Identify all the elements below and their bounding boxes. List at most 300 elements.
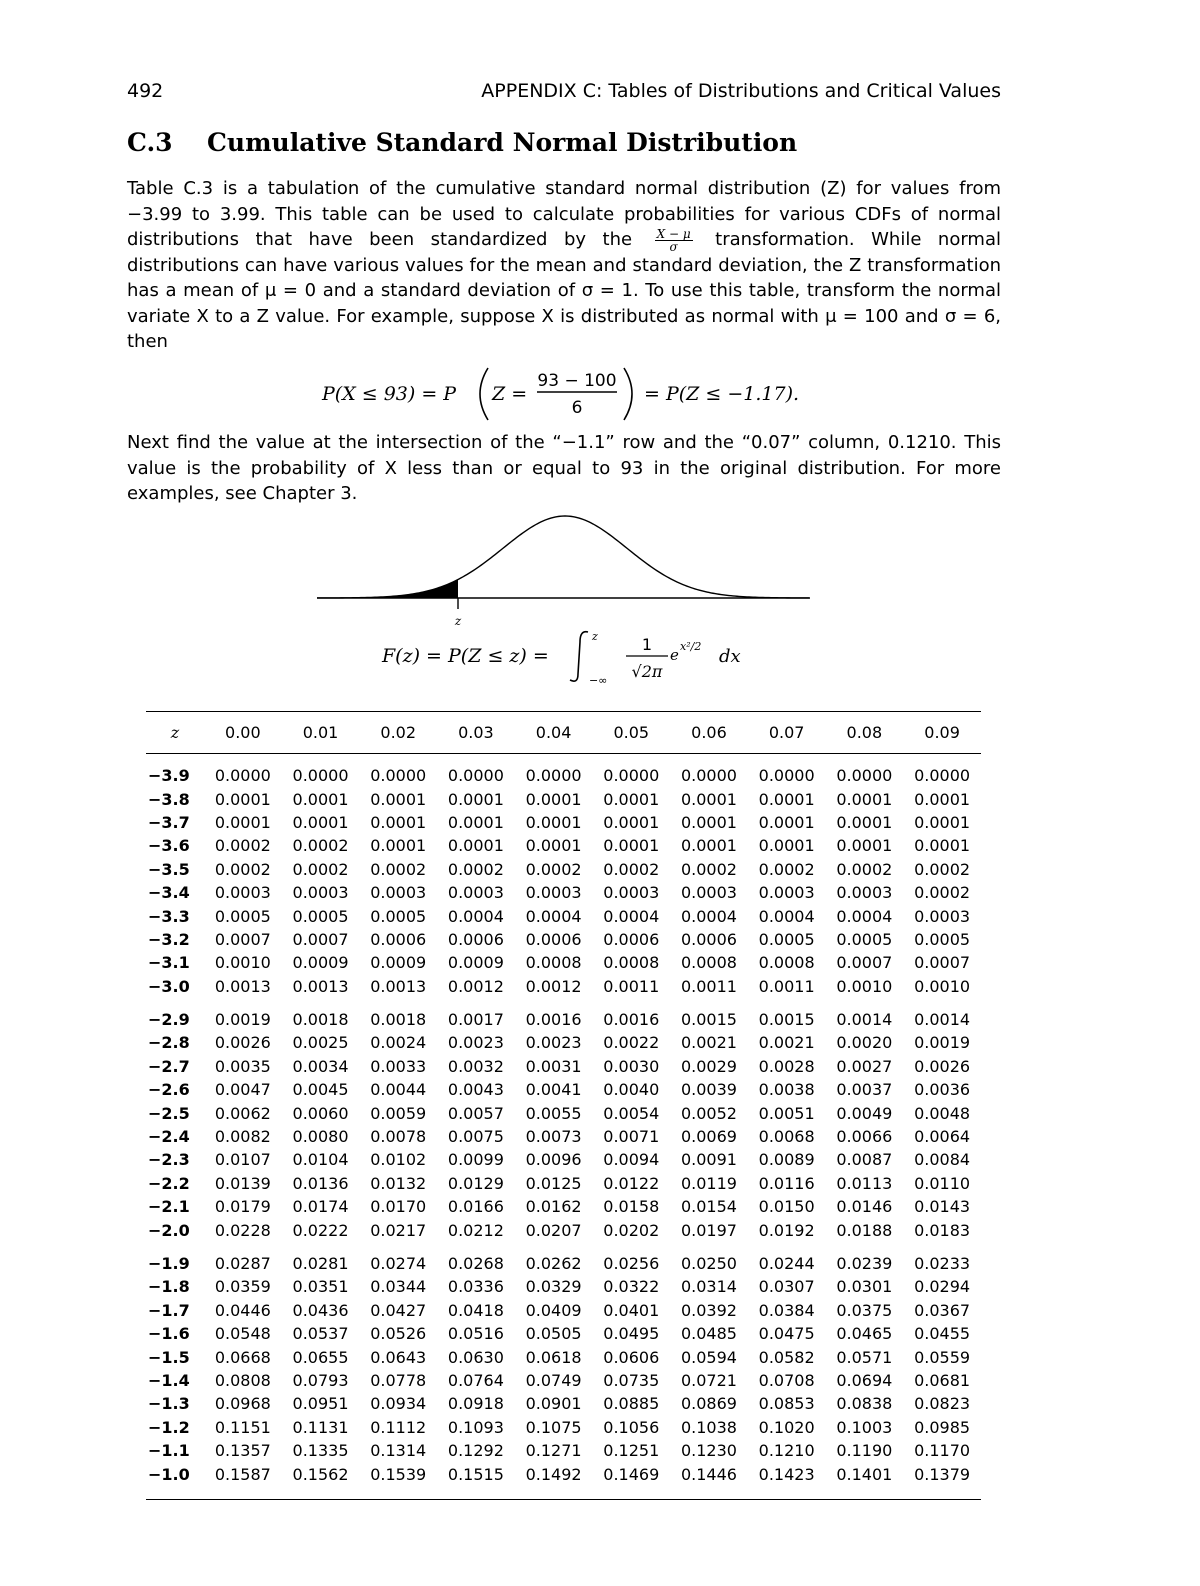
table-cell: 0.0188 [836, 1220, 893, 1240]
table-cell: 0.1003 [836, 1417, 893, 1437]
table-cell: 0.0485 [680, 1324, 737, 1344]
row-z-value: −2.5 [148, 1103, 190, 1123]
table-cell: 0.0475 [758, 1324, 815, 1344]
table-row [146, 1322, 981, 1345]
cdf-frac-denominator: √2π [631, 662, 663, 681]
table-row [146, 834, 981, 857]
row-z-value: −2.4 [148, 1127, 190, 1147]
cdf-dx: dx [719, 646, 741, 667]
table-cell: 0.0495 [603, 1324, 660, 1344]
table-cell: 0.0455 [914, 1324, 971, 1344]
table-cell: 0.0179 [214, 1197, 271, 1217]
table-cell: 0.0250 [680, 1254, 737, 1273]
table-cell: 0.0132 [370, 1173, 427, 1193]
table-header [146, 712, 981, 754]
table-cell: 0.0158 [603, 1197, 660, 1217]
table-cell: 0.0001 [680, 812, 737, 832]
table-cell: 0.0064 [914, 1127, 971, 1147]
table-cell: 0.0548 [214, 1324, 271, 1344]
table-cell: 0.0359 [214, 1277, 271, 1297]
table-cell: 0.1151 [214, 1417, 271, 1437]
table-row [146, 1172, 981, 1195]
z-table [146, 711, 981, 1486]
table-cell: 0.0066 [836, 1127, 893, 1147]
row-z-value: −2.8 [148, 1033, 190, 1053]
table-cell: 0.0044 [370, 1080, 427, 1100]
table-cell: 0.0026 [214, 1033, 271, 1053]
table-cell: 0.0125 [525, 1173, 582, 1193]
table-cell: 0.0384 [758, 1300, 815, 1320]
table-cell: 0.0024 [370, 1033, 427, 1053]
table-cell: 0.1170 [914, 1441, 971, 1461]
table-cell: 0.0594 [680, 1347, 737, 1367]
table-cell: 0.1038 [680, 1417, 737, 1437]
table-cell: 0.0985 [914, 1417, 971, 1437]
table-cell: 0.0012 [447, 976, 504, 996]
table-cell: 0.0154 [680, 1197, 737, 1217]
table-cell: 0.0119 [680, 1173, 737, 1193]
table-cell: 0.0096 [525, 1150, 582, 1170]
table-row [146, 754, 981, 788]
table-row [146, 1148, 981, 1171]
table-cell: 0.0034 [292, 1056, 349, 1076]
table-row [146, 1218, 981, 1241]
table-cell: 0.0001 [370, 789, 427, 809]
table-cell: 0.0351 [292, 1277, 349, 1297]
table-cell: 0.0075 [447, 1127, 504, 1147]
table-cell: 0.0000 [914, 766, 971, 786]
table-cell: 0.0643 [370, 1347, 427, 1367]
table-cell: 0.0005 [292, 906, 349, 926]
table-cell: 0.0010 [836, 976, 893, 996]
example-equation [0, 364, 1200, 424]
table-cell: 0.0051 [758, 1103, 815, 1123]
table-row [146, 1345, 981, 1368]
example-denominator: 6 [571, 398, 583, 418]
table-cell: 0.0015 [680, 1010, 737, 1030]
table-cell: 0.0002 [914, 883, 971, 903]
fraction-denominator: σ [669, 239, 678, 254]
table-row [146, 1055, 981, 1078]
table-cell: 0.0735 [603, 1370, 660, 1390]
table-cell: 0.0023 [525, 1033, 582, 1053]
table-cell: 0.0001 [214, 812, 271, 832]
table-cell: 0.0036 [914, 1080, 971, 1100]
table-cell: 0.0314 [680, 1277, 737, 1297]
table-cell: 0.0000 [836, 766, 893, 786]
table-cell: 0.0526 [370, 1324, 427, 1344]
table-cell: 0.1357 [214, 1441, 271, 1461]
table-cell: 0.0268 [447, 1254, 504, 1273]
table-cell: 0.0000 [447, 766, 504, 786]
table-cell: 0.0002 [214, 836, 271, 856]
table-cell: 0.0222 [292, 1220, 349, 1240]
table-cell: 0.0071 [603, 1127, 660, 1147]
table-cell: 0.0002 [680, 859, 737, 879]
table-cell: 0.0256 [603, 1254, 660, 1273]
table-cell: 0.1131 [292, 1417, 349, 1437]
table-cell: 0.0505 [525, 1324, 582, 1344]
table-cell: 0.0069 [680, 1127, 737, 1147]
table-cell: 0.0011 [680, 976, 737, 996]
cdf-exponent: x²/2 [680, 640, 702, 653]
table-row [146, 858, 981, 881]
page-number: 492 [127, 80, 164, 102]
bell-curve-line [317, 516, 809, 598]
table-cell: 0.0014 [914, 1010, 971, 1030]
table-cell: 0.0001 [758, 789, 815, 809]
table-cell: 0.0104 [292, 1150, 349, 1170]
table-cell: 0.0021 [758, 1033, 815, 1053]
table-cell: 0.0630 [447, 1347, 504, 1367]
table-cell: 0.0006 [603, 929, 660, 949]
row-z-value: −3.8 [148, 789, 190, 809]
table-cell: 0.0099 [447, 1150, 504, 1170]
table-cell: 0.0080 [292, 1127, 349, 1147]
table-cell: 0.0228 [214, 1220, 271, 1240]
table-cell: 0.0582 [758, 1347, 815, 1367]
table-cell: 0.0003 [370, 883, 427, 903]
table-cell: 0.0002 [370, 859, 427, 879]
table-cell: 0.0004 [447, 906, 504, 926]
table-cell: 0.0006 [370, 929, 427, 949]
table-cell: 0.0001 [447, 789, 504, 809]
table-cell: 0.0055 [525, 1103, 582, 1123]
table-cell: 0.0007 [914, 953, 971, 973]
table-cell: 0.1492 [525, 1464, 582, 1484]
table-cell: 0.0918 [447, 1394, 504, 1414]
table-cell: 0.0003 [525, 883, 582, 903]
table-cell: 0.1469 [603, 1464, 660, 1484]
table-cell: 0.0005 [214, 906, 271, 926]
column-header: 0.03 [458, 723, 494, 742]
table-cell: 0.0017 [447, 1010, 504, 1030]
column-header: 0.02 [380, 723, 417, 742]
table-cell: 0.0274 [370, 1254, 427, 1273]
table-cell: 0.0007 [214, 929, 271, 949]
table-cell: 0.0001 [603, 789, 660, 809]
table-cell: 0.0001 [914, 836, 971, 856]
row-z-value: −2.7 [148, 1056, 190, 1076]
table-cell: 0.0019 [914, 1033, 971, 1053]
section-title: Cumulative Standard Normal Distribution [207, 128, 798, 157]
fraction-numerator: X − μ [656, 226, 691, 241]
table-cell: 0.0003 [214, 883, 271, 903]
table-cell: 0.0011 [603, 976, 660, 996]
table-cell: 0.0031 [525, 1056, 582, 1076]
table-cell: 0.1112 [370, 1417, 427, 1437]
table-cell: 0.0446 [214, 1300, 271, 1320]
table-cell: 0.0002 [214, 859, 271, 879]
example-numerator: 93 − 100 [537, 371, 617, 391]
table-cell: 0.0001 [758, 836, 815, 856]
table-cell: 0.0008 [603, 953, 660, 973]
table-cell: 0.0694 [836, 1370, 893, 1390]
table-cell: 0.0392 [680, 1300, 737, 1320]
table-cell: 0.0009 [292, 953, 349, 973]
table-cell: 0.0001 [370, 836, 427, 856]
table-cell: 0.0003 [680, 883, 737, 903]
table-cell: 0.0116 [758, 1173, 815, 1193]
table-cell: 0.0618 [525, 1347, 582, 1367]
table-row [146, 1392, 981, 1415]
row-z-value: −1.4 [148, 1370, 190, 1390]
table-cell: 0.0001 [525, 789, 582, 809]
example-rhs: = P(Z ≤ −1.17). [644, 383, 800, 405]
table-cell: 0.0057 [447, 1103, 504, 1123]
table-cell: 0.0016 [603, 1010, 660, 1030]
table-cell: 0.0026 [914, 1056, 971, 1076]
table-cell: 0.0869 [680, 1394, 737, 1414]
table-cell: 0.0749 [525, 1370, 582, 1390]
table-cell: 0.0018 [370, 1010, 427, 1030]
table-cell: 0.0005 [370, 906, 427, 926]
table-cell: 0.0681 [914, 1370, 971, 1390]
row-z-value: −2.0 [148, 1220, 190, 1240]
table-cell: 0.1075 [525, 1417, 582, 1437]
table-bottom-rule [146, 1499, 981, 1500]
table-cell: 0.0150 [758, 1197, 815, 1217]
table-cell: 0.1093 [447, 1417, 504, 1437]
table-cell: 0.1446 [680, 1464, 737, 1484]
example-equation-svg [0, 364, 1200, 424]
table-cell: 0.0668 [214, 1347, 271, 1367]
table-cell: 0.0037 [836, 1080, 893, 1100]
table-cell: 0.0001 [292, 812, 349, 832]
table-cell: 0.0778 [370, 1370, 427, 1390]
cdf-integrand-e: e [670, 646, 679, 664]
table-cell: 0.0001 [914, 789, 971, 809]
table-cell: 0.0139 [214, 1173, 271, 1193]
table-cell: 0.1515 [447, 1464, 504, 1484]
table-row [146, 1125, 981, 1148]
table-cell: 0.0013 [370, 976, 427, 996]
row-z-value: −1.8 [148, 1277, 190, 1297]
section-number: C.3 [127, 128, 173, 157]
table-cell: 0.1562 [292, 1464, 349, 1484]
table-cell: 0.0143 [914, 1197, 971, 1217]
table-row [146, 1462, 981, 1485]
table-row-group [146, 998, 981, 1242]
table-cell: 0.0003 [292, 883, 349, 903]
row-z-value: −3.6 [148, 836, 190, 856]
table-row [146, 928, 981, 951]
table-cell: 0.0001 [292, 789, 349, 809]
standardization-fraction [655, 228, 693, 253]
table-header-row [146, 712, 981, 754]
table-cell: 0.0062 [214, 1103, 271, 1123]
row-z-value: −3.2 [148, 929, 190, 949]
table-cell: 0.0606 [603, 1347, 660, 1367]
table-cell: 0.1401 [836, 1464, 893, 1484]
table-cell: 0.0262 [525, 1254, 582, 1273]
table-cell: 0.0003 [914, 906, 971, 926]
table-cell: 0.0336 [447, 1277, 504, 1297]
table-cell: 0.0011 [758, 976, 815, 996]
table-cell: 0.0022 [603, 1033, 660, 1053]
row-z-value: −3.5 [148, 859, 190, 879]
table-cell: 0.0000 [292, 766, 349, 786]
table-cell: 0.0294 [914, 1277, 971, 1297]
table-cell: 0.0465 [836, 1324, 893, 1344]
table-cell: 0.0008 [525, 953, 582, 973]
row-z-value: −2.9 [148, 1010, 190, 1030]
table-cell: 0.0005 [836, 929, 893, 949]
table-cell: 0.0019 [214, 1010, 271, 1030]
table-row-group [146, 754, 981, 998]
table-cell: 0.1335 [292, 1441, 349, 1461]
table-cell: 0.0049 [836, 1103, 893, 1123]
right-paren [624, 368, 632, 420]
table-cell: 0.0054 [603, 1103, 660, 1123]
table-cell: 0.0008 [758, 953, 815, 973]
table-cell: 0.1292 [447, 1441, 504, 1461]
table-cell: 0.0001 [914, 812, 971, 832]
table-cell: 0.0008 [680, 953, 737, 973]
table-cell: 0.0571 [836, 1347, 893, 1367]
table-cell: 0.0823 [914, 1394, 971, 1414]
table-cell: 0.0059 [370, 1103, 427, 1123]
row-z-value: −1.3 [148, 1394, 190, 1414]
table-cell: 0.0244 [758, 1254, 815, 1273]
table-cell: 0.0107 [214, 1150, 271, 1170]
table-cell: 0.0537 [292, 1324, 349, 1344]
table-cell: 0.0122 [603, 1173, 660, 1193]
table-cell: 0.0001 [836, 836, 893, 856]
column-header: 0.08 [846, 723, 883, 742]
table-cell: 0.0001 [836, 789, 893, 809]
table-cell: 0.0000 [603, 766, 660, 786]
table-cell: 0.0007 [292, 929, 349, 949]
left-paren [480, 368, 488, 420]
row-z-value: −2.2 [148, 1173, 190, 1193]
table-cell: 0.0033 [370, 1056, 427, 1076]
table-cell: 0.0004 [758, 906, 815, 926]
table-row [146, 1031, 981, 1054]
column-header-z: z [170, 723, 180, 742]
table-cell: 0.0020 [836, 1033, 893, 1053]
table-cell: 0.0000 [680, 766, 737, 786]
table-cell: 0.0035 [214, 1056, 271, 1076]
table-cell: 0.0001 [680, 836, 737, 856]
table-cell: 0.0166 [447, 1197, 504, 1217]
table-row [146, 1101, 981, 1124]
table-cell: 0.0202 [603, 1220, 660, 1240]
example-z-eq: Z = [492, 383, 528, 405]
table-cell: 0.0001 [758, 812, 815, 832]
table-cell: 0.0021 [680, 1033, 737, 1053]
table-cell: 0.0192 [758, 1220, 815, 1240]
table-cell: 0.0002 [292, 836, 349, 856]
table-cell: 0.0004 [525, 906, 582, 926]
cdf-frac-numerator: 1 [641, 635, 653, 654]
table-cell: 0.0000 [758, 766, 815, 786]
intro-paragraph [127, 176, 1001, 355]
normal-curve-svg [310, 505, 820, 635]
table-cell: 0.1539 [370, 1464, 427, 1484]
table-cell: 0.0968 [214, 1394, 271, 1414]
table-row [146, 1299, 981, 1322]
table-cell: 0.0001 [214, 789, 271, 809]
table-row [146, 1369, 981, 1392]
integral-lower-limit: −∞ [589, 674, 608, 687]
column-header: 0.04 [535, 723, 572, 742]
table-cell: 0.1271 [525, 1441, 582, 1461]
table-cell: 0.0764 [447, 1370, 504, 1390]
table-cell: 0.0793 [292, 1370, 349, 1390]
table-cell: 0.0002 [914, 859, 971, 879]
table-cell: 0.0427 [370, 1300, 427, 1320]
table-cell: 0.0068 [758, 1127, 815, 1147]
table-cell: 0.0001 [603, 812, 660, 832]
row-z-value: −3.4 [148, 883, 190, 903]
table-cell: 0.0041 [525, 1080, 582, 1100]
table-cell: 0.0045 [292, 1080, 349, 1100]
table-cell: 0.0001 [525, 812, 582, 832]
row-z-value: −2.3 [148, 1150, 190, 1170]
table-cell: 0.0002 [758, 859, 815, 879]
table-cell: 0.0094 [603, 1150, 660, 1170]
row-z-value: −3.3 [148, 906, 190, 926]
section-heading [127, 128, 797, 157]
table-cell: 0.0102 [370, 1150, 427, 1170]
table-cell: 0.0436 [292, 1300, 349, 1320]
row-z-value: −1.9 [148, 1254, 190, 1273]
instruction-paragraph: Next find the value at the intersection of the “−1.1” row and the “0.07” column, 0.1210. This value is the probability of X less than or equal to 93 in the original distribution. For more examples, see Chapter 3. [127, 432, 1001, 504]
table-row [146, 1416, 981, 1439]
table-cell: 0.0281 [292, 1254, 349, 1273]
table-cell: 0.0183 [914, 1220, 971, 1240]
table-row [146, 998, 981, 1031]
column-header: 0.06 [691, 723, 727, 742]
table-cell: 0.0322 [603, 1277, 660, 1297]
row-z-value: −1.2 [148, 1417, 190, 1437]
table-cell: 0.0002 [836, 859, 893, 879]
table-cell: 0.0409 [525, 1300, 582, 1320]
table-cell: 0.0014 [836, 1010, 893, 1030]
table-cell: 0.0001 [680, 789, 737, 809]
table-cell: 0.0110 [914, 1173, 971, 1193]
table-cell: 0.0375 [836, 1300, 893, 1320]
table-cell: 0.0003 [836, 883, 893, 903]
table-cell: 0.0029 [680, 1056, 737, 1076]
table-cell: 0.0001 [525, 836, 582, 856]
table-cell: 0.0003 [758, 883, 815, 903]
table-cell: 0.0212 [447, 1220, 504, 1240]
table-cell: 0.0129 [447, 1173, 504, 1193]
row-z-value: −3.0 [148, 976, 190, 996]
table-cell: 0.0073 [525, 1127, 582, 1147]
table-cell: 0.0013 [292, 976, 349, 996]
table-cell: 0.1190 [836, 1441, 893, 1461]
table-cell: 0.0001 [370, 812, 427, 832]
table-cell: 0.0004 [603, 906, 660, 926]
table-cell: 0.0197 [680, 1220, 737, 1240]
column-header: 0.09 [924, 723, 960, 742]
table-cell: 0.0032 [447, 1056, 504, 1076]
table-row [146, 1439, 981, 1462]
table-cell: 0.0006 [525, 929, 582, 949]
table-row [146, 1195, 981, 1218]
table-cell: 0.1251 [603, 1441, 660, 1461]
column-header: 0.01 [302, 723, 339, 742]
table-cell: 0.0174 [292, 1197, 349, 1217]
table-cell: 0.0006 [680, 929, 737, 949]
column-header: 0.07 [768, 723, 805, 742]
table-cell: 0.0401 [603, 1300, 660, 1320]
table-cell: 0.0003 [447, 883, 504, 903]
table-cell: 0.0307 [758, 1277, 815, 1297]
